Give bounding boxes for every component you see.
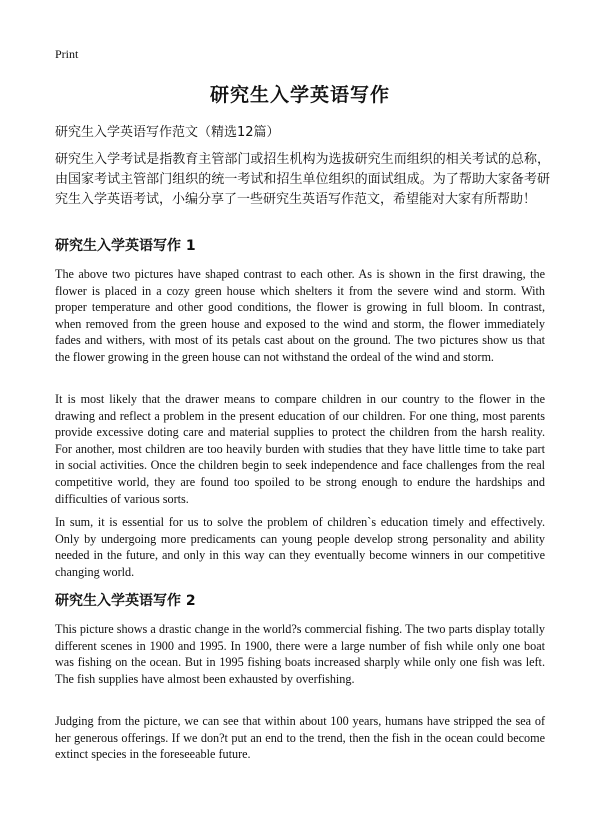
section-1-paragraph-3: In sum, it is essential for us to solve the problem of children`s education timely and effectively. Only by undergoing more predicaments can young people develop strong personality and ability needed in the future, and only in this way can they eventually become winners in our competitive changing world. [55,515,545,579]
section-2-paragraph-1: This picture shows a drastic change in the world?s commercial fishing. The two parts display totally different scenes in 1900 and 1995. In 1900, there were a large number of fish while only one boat was fishing on the ocean. But in 1995 fishing boats increased sharply while only one fish was left. The fish supplies have almost been exhausted by overfishing. [55,622,545,686]
page-title: 研究生入学英语写作 [209,84,390,106]
intro-paragraph: 研究生入学考试是指教育主管部门或招生机构为选拔研究生而组织的相关考试的总称，由国家考试主管部门组织的统一考试和招生单位组织的面试组成。为了帮助大家备考研究生入学英语考试，小编分享了一些研究生英语写作范文，希望能对大家有所帮助！ [55,152,550,207]
section-heading-2: 研究生入学英语写作 2 [55,593,196,609]
document-subtitle: 研究生入学英语写作范文（精选12篇） [55,125,280,140]
print-link[interactable]: Print [55,47,79,61]
section-2-paragraph-2: Judging from the picture, we can see that within about 100 years, humans have stripped the sea of her generous offerings. If we don?t put an end to the trend, then the fish in the ocean could become extinct species in the foreseeable future. [55,714,545,762]
section-1-paragraph-2: It is most likely that the drawer means to compare children in our country to the flower in the drawing and reflect a problem in the present education of our children. For one thing, most parents provide excessive doting care and material supplies to protect the children from the harsh reality. For another, most children are too heavily burden with studies that they have little time to take part in social activities. Once the children begin to seek independence and face challenges from the real competitive world, they are found too spoiled to be strong enough to endure the hardships and difficulties of various sorts. [55,392,545,506]
section-1-paragraph-1: The above two pictures have shaped contrast to each other. As is shown in the first drawing, the flower is placed in a cozy green house which shelters it from the severe wind and storm. With proper temperature and other good conditions, the flower is growing in full bloom. In contrast, when removed from the green house and exposed to the wind and storm, the flower immediately fades and withers, with most of its petals cast about on the ground. The two pictures show us that the flower growing in the green house can not withstand the ordeal of the wind and storm. [55,267,545,364]
section-heading-1: 研究生入学英语写作 1 [55,238,196,254]
